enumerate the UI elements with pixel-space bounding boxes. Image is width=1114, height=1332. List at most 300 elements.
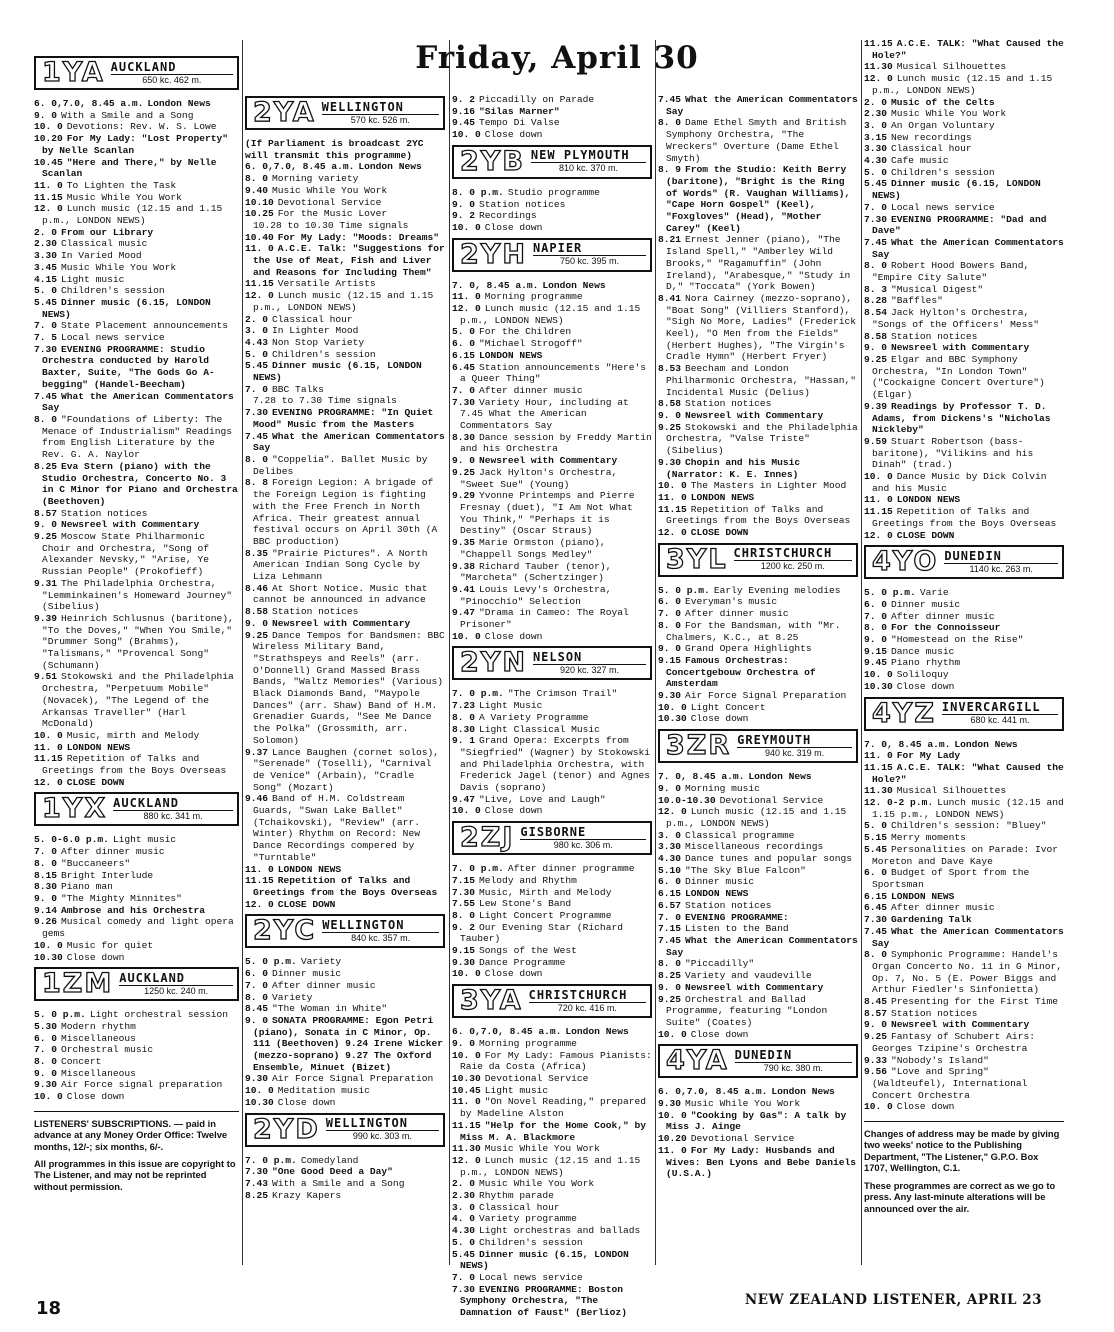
programme-entry (658, 841, 858, 853)
entry-text: For My Lady: Husbands and Wives: Ben Lyons and Bebe Daniels (U.S.A.) (666, 1144, 856, 1180)
entry-text: Lew Stone's Band (479, 898, 572, 910)
programme-entry (658, 655, 858, 690)
station-info (119, 972, 237, 997)
station-info (322, 101, 443, 126)
entry-time: 8.57 (34, 507, 58, 519)
entry-time: 9.15 (452, 945, 476, 957)
entry-time: 7. 0 p.m. (245, 1154, 297, 1166)
entry-text: Heinrich Schlusnus (baritone), "To the Doves," "When You Smile," "Drummer Song" (Brahms), "Talismans," "Provencal Song" (Schumann) (42, 612, 234, 671)
programme-entry (34, 1009, 239, 1021)
entry-text: Grand Opera Highlights (685, 643, 812, 655)
programme-entry (658, 293, 858, 363)
programme-entry (245, 161, 445, 173)
entry-text: Dance music (891, 645, 955, 657)
entry-time: 8.28 (864, 295, 888, 307)
entry-time: 7. 0 (864, 201, 888, 213)
entry-time: 8.58 (658, 398, 682, 410)
programme-entry (864, 844, 1064, 867)
entry-time: 7.45 (658, 935, 682, 946)
entry-time: 7.30 (452, 1283, 476, 1295)
entry-text: Musical Silhouettes (896, 785, 1007, 797)
entry-time: 8.54 (864, 307, 888, 319)
entry-text: Modern rhythm (61, 1020, 136, 1032)
entry-time: 10. 0 (34, 121, 63, 133)
programme-entry (864, 762, 1064, 785)
programme-entry (452, 712, 652, 724)
entry-text: Children's session (479, 1236, 583, 1248)
entry-time: 8. 3 (864, 283, 888, 295)
entry-text: Classical hour (272, 313, 353, 325)
entry-time: 8. 0 (452, 711, 476, 723)
entry-time: 10.0-10.30 (658, 794, 716, 806)
entry-text: What the American Commentators Say (42, 390, 234, 414)
entry-time: 9.25 (245, 629, 269, 641)
entry-time: 9. 0 (864, 634, 888, 646)
programme-entry (864, 1008, 1064, 1020)
programme-entry (452, 490, 652, 537)
programme-entry (864, 681, 1064, 693)
station-call-sign: 1ZM (42, 968, 114, 1000)
entry-text: Devotional Service (719, 794, 824, 806)
station-frequency: 1140 kc. 263 m. (969, 563, 1033, 574)
programme-entry (452, 724, 652, 736)
entry-text: Beecham and London Philharmonic Orchestra, "Hassan," Incidental Music (Delius) (666, 363, 856, 398)
programme-entry (245, 477, 445, 547)
entry-time: 9. 0 (658, 409, 682, 421)
entry-time: 9. 0 (34, 1067, 58, 1079)
entry-time: 11. 0 (864, 750, 893, 762)
entry-text: Foreign Legion: A brigade of the Foreign Legion is fighting with the Free French in North Africa. Their greatest annual festival occurs on April 30th (A BBC production) (253, 477, 438, 547)
entry-text: Fantasy of Schubert Airs: Georges Tzipine's Orchestra (872, 1031, 1035, 1054)
programme-entry (658, 422, 858, 457)
entry-text: EVENING PROGRAMME: Boston Symphony Orchestra, "The Damnation of Faust" (Berlioz) (460, 1283, 627, 1319)
entry-time: 6. 0 (658, 596, 682, 608)
entry-time: 10. 0 (658, 701, 687, 713)
entry-time: 7.30 (452, 886, 476, 898)
entry-time: 7. 0 (34, 846, 58, 858)
entry-text: "The Crimson Trail" (507, 688, 618, 700)
entry-time: 6. 0 (864, 598, 888, 610)
entry-text: "Nobody's Island" (891, 1054, 989, 1066)
entry-time: 11.15 (658, 503, 687, 515)
entry-time: 8.30 (34, 881, 58, 893)
entry-text: LONDON NEWS (685, 888, 749, 900)
entry-text: Early Evening melodies (713, 584, 841, 596)
entry-text: Our Evening Star (Richard Tauber) (460, 921, 623, 945)
programme-entry (452, 338, 652, 350)
station-call-sign: 1YX (42, 793, 108, 825)
entry-text: Ernest Jenner (piano), "The Island Spell," "Amberley Wild Brooks," "Ragamuffin" (John Ireland), "Arabesque," "Study in D," "Toccata" (York Bowen) (666, 234, 851, 293)
station-city: WELLINGTON (326, 1117, 439, 1131)
programme-entry (245, 290, 445, 313)
entry-text: Close down (484, 129, 543, 141)
entry-text: To Lighten the Task (66, 179, 177, 191)
entry-text: "Baffles" (891, 295, 943, 307)
entry-text: Miscellaneous recordings (685, 841, 824, 853)
programme-entry (34, 1044, 239, 1056)
entry-time: 10. 0 (452, 968, 481, 980)
station-call-sign: 4YZ (872, 697, 936, 729)
entry-text: EVENING PROGRAMME: "In Quiet Mood" Music from the Masters (253, 407, 434, 430)
entry-time: 12. 0 (245, 898, 274, 910)
entry-time: 12. 0 (452, 303, 481, 315)
station-call-sign: 1YA (42, 57, 105, 88)
column-5 (864, 38, 1064, 1214)
entry-text: Variety programme (479, 1213, 577, 1225)
programme-entry (245, 360, 445, 383)
entry-text: Grand Opera: Excerpts from "Siegfried" (Wagner) by Stokowski and Philadelphia Orchestra, with Frederick Jagel (tenor) and Agnes Davis (soprano) (460, 735, 650, 794)
entry-text: Dance session by Freddy Martin and his Orchestra (460, 431, 652, 455)
programme-entry (864, 436, 1064, 471)
entry-time: 3. 0 (864, 119, 888, 131)
entry-time: 9.39 (864, 400, 888, 412)
entry-text: London News (748, 771, 812, 783)
station-header (658, 729, 858, 763)
entry-time: 10.45 (34, 156, 63, 168)
entry-time: 6. 0 (245, 968, 269, 980)
programme-entry (245, 1073, 445, 1085)
programme-entry (864, 307, 1064, 330)
entry-text: For the Bandsman, with "Mr. Chalmers, K.C., at 8.25 (666, 619, 841, 643)
entry-time: 5. 0-6.0 p.m. (34, 834, 109, 846)
entry-text: Dinner music (6.15, LONDON NEWS) (872, 178, 1041, 202)
station-call-sign: 4YO (872, 546, 939, 578)
entry-text: "Live, Love and Laugh" (479, 793, 606, 805)
programme-entry (864, 506, 1064, 529)
entry-text: LONDON NEWS (479, 349, 543, 361)
entry-time: 11. 0 (245, 863, 274, 875)
station-city: CHRISTCHURCH (529, 989, 646, 1003)
programme-entry (864, 669, 1064, 681)
entry-text: Ambrose and his Orchestra (61, 904, 205, 916)
programme-entry (864, 611, 1064, 623)
page-number: 18 (36, 1298, 62, 1319)
programme-entry (658, 982, 858, 994)
programme-entry (452, 561, 652, 584)
programme-entry (245, 1003, 445, 1015)
programme-entry (658, 1133, 858, 1145)
entry-text: Piccadilly on Parade (479, 94, 595, 105)
entry-time: 3. 0 (658, 829, 682, 841)
programme-entry (34, 250, 239, 262)
programme-entry (245, 407, 445, 430)
entry-time: 7.30 (452, 396, 476, 408)
programme-entry (34, 858, 239, 870)
entry-time: 2. 0 (245, 313, 269, 325)
entry-time: 8. 9 (658, 164, 682, 176)
programme-entry (658, 480, 858, 492)
entry-text: Music While You Work (66, 191, 182, 203)
programme-entry (658, 994, 858, 1029)
entry-text: Music While You Work (685, 1098, 801, 1110)
entry-time: 12. 0-2 p.m. (864, 797, 934, 809)
station-frequency: 840 kc. 357 m. (351, 932, 411, 943)
entry-text: Morning programme (484, 291, 583, 303)
entry-text: After dinner music (891, 610, 995, 622)
entry-text: Classical music (61, 238, 148, 250)
entry-time: 4.30 (452, 1225, 476, 1237)
entry-time: 10.20 (34, 133, 63, 145)
entry-text: Dame Ethel Smyth and British Symphony Orchestra, "The Wreckers" Overture (Dame Ethel Smyth) (666, 117, 847, 164)
entry-time: 9.38 (452, 560, 476, 572)
station-header (245, 1113, 445, 1147)
entry-time: 7.30 (245, 1166, 269, 1178)
entry-time: 5.45 (864, 843, 888, 855)
entry-text: London News (771, 1086, 835, 1098)
entry-text: "Coppelia". Ballet Music by Delibes (253, 453, 428, 477)
station-call-sign: 2YD (253, 1113, 320, 1145)
programme-entry (452, 945, 652, 957)
entry-time: 9. 0 (245, 1014, 269, 1026)
programme-entry (658, 888, 858, 900)
entry-time: 10.30 (658, 713, 687, 725)
station-city: AUCKLAND (111, 61, 233, 75)
section-rule (34, 1111, 239, 1112)
programme-entry (864, 61, 1064, 73)
entry-time: 12. 0 (245, 290, 274, 302)
programme-entry (245, 956, 445, 968)
entry-text: Cafe music (891, 155, 949, 167)
station-info (735, 1049, 856, 1074)
entry-time: 9.45 (864, 657, 888, 669)
programme-entry (658, 830, 858, 842)
entry-time: 12. 0 (34, 203, 63, 215)
page-title: Friday, April 30 (415, 40, 699, 76)
programme-entry (245, 793, 445, 863)
entry-time: 9.45 (452, 117, 476, 129)
time-signal-note: 7.28 to 7.30 Time signals (253, 395, 397, 407)
entry-text: LONDON NEWS (690, 491, 755, 503)
entry-time: 9.47 (452, 793, 476, 805)
programme-entry (34, 203, 239, 226)
programme-entry (245, 349, 445, 361)
entry-text: Repetition of Talks and Greetings from the Boys Overseas (253, 875, 438, 898)
entry-text: Music While You Work (479, 1178, 595, 1190)
entry-time: 12. 0 (864, 73, 893, 85)
entry-time: 4. 0 (452, 1213, 476, 1225)
entry-time: 7.43 (245, 1177, 269, 1189)
entry-text: Music While You Work (272, 184, 388, 196)
entry-text: LONDON NEWS (66, 741, 131, 753)
entry-text: Dinner music (6.15, LONDON NEWS) (42, 296, 211, 320)
entry-time: 2. 0 (452, 1178, 476, 1190)
entry-time: 9.33 (864, 1054, 888, 1066)
entry-text: Close down (484, 805, 543, 817)
programme-entry (864, 1101, 1064, 1113)
programme-entry (34, 344, 239, 391)
station-header (658, 543, 858, 577)
entry-time: 7.30 (864, 213, 888, 225)
entry-time: 7.45 (864, 925, 888, 937)
entry-time: 11.15 (34, 191, 63, 203)
station-header (452, 984, 652, 1018)
programme-entry (245, 968, 445, 980)
programme-entry (864, 646, 1064, 658)
entry-text: Krazy Kapers (272, 1189, 342, 1201)
programme-entry (658, 457, 858, 480)
entry-time: 7. 0 (658, 911, 682, 923)
entry-text: A.C.E. TALK: "What Caused the Hole?" (872, 38, 1064, 61)
entry-text: Music for quiet (66, 939, 154, 951)
entry-time: 8.15 (34, 869, 58, 881)
entry-text: Dance tunes and popular songs (685, 853, 852, 865)
programme-entry (452, 700, 652, 712)
entry-time: 10. 0 (452, 805, 481, 817)
station-call-sign: 2ZJ (460, 822, 515, 854)
entry-text: Soliloquy (896, 669, 949, 681)
entry-text: Robert Hood Bowers Band, "Empire City Salute" (872, 260, 1030, 284)
entry-text: Miscellaneous (61, 1067, 136, 1079)
programme-entry (658, 935, 858, 958)
entry-time: 6.15 (452, 349, 476, 361)
programme-entry (658, 783, 858, 795)
programme-entry (245, 1097, 445, 1109)
entry-time: 3. 0 (245, 325, 269, 337)
entry-text: Stokowski and the Philadelphia Orchestra, "Valse Triste" (Sibelius) (666, 421, 858, 457)
programme-entry (452, 432, 652, 455)
entry-text: Dance Programme (479, 956, 566, 968)
entry-text: SONATA PROGRAMME: Egon Petri (piano), Sonata in C Minor, Op. 111 (Beethoven) 9.24 Irene Wicker (mezzo-soprano) 9.27 The Oxford Ensemble, Minuet (Bizet) (253, 1014, 443, 1073)
programme-entry (452, 467, 652, 490)
entry-text: From our Library (61, 226, 154, 238)
programme-entry (658, 527, 858, 539)
station-city: GISBORNE (520, 826, 646, 840)
station-city: CHRISTCHURCH (734, 547, 852, 561)
entry-text: Repetition of Talks and Greetings from the Boys Overseas (872, 506, 1057, 529)
entry-text: Close down (277, 1096, 336, 1108)
entry-text: "Help for the Home Cook," by Miss M. A. Blackmore (460, 1119, 646, 1143)
entry-text: Songs of the West (479, 945, 577, 957)
station-city: DUNEDIN (944, 550, 1058, 564)
entry-text: Newsreel with Commentary (685, 981, 824, 993)
station-frequency: 810 kc. 370 m. (558, 163, 618, 174)
programme-entry (864, 1066, 1064, 1101)
programme-entry (658, 585, 858, 597)
programme-entry (452, 863, 652, 875)
entry-text: CLOSE DOWN (896, 529, 955, 541)
programme-entry (245, 630, 445, 747)
entry-text: Varie (919, 587, 949, 599)
entry-text: Station notices (479, 198, 566, 210)
programme-entry (452, 187, 652, 199)
entry-time: 7. 0, 8.45 a.m. (864, 738, 951, 750)
entry-time: 8.58 (245, 606, 269, 618)
programme-entry (864, 97, 1064, 109)
entry-text: Concert (61, 1056, 102, 1068)
programme-entry (34, 753, 239, 776)
programme-entry (864, 634, 1064, 646)
programme-entry (864, 494, 1064, 506)
notice-text: Changes of address may be made by giving two weeks' notice to the Publishing Department, "The Listener," G.P.O. Box 1707, Wellington, C.1. (864, 1128, 1060, 1174)
programme-entry (34, 742, 239, 754)
programme-entry (245, 1190, 445, 1202)
notice-text: All programmes in this issue are copyright to The Listener, and may not be reprinted without permission. (34, 1158, 236, 1192)
entry-time: 7. 0 (864, 610, 888, 622)
entry-time: 10.30 (452, 1073, 481, 1084)
entry-text: Morning music (685, 782, 760, 794)
programme-entry (34, 121, 239, 133)
entry-text: Repetition of Talks and Greetings from the Boys Overseas (666, 503, 851, 527)
entry-text: Light music (112, 834, 177, 846)
programme-entry (864, 996, 1064, 1008)
entry-text: Close down (896, 1101, 955, 1113)
programme-entry (34, 180, 239, 192)
entry-time: 8. 0 (245, 991, 269, 1003)
entry-time: 10. 0 (452, 221, 481, 233)
entry-time: 7. 0 (245, 979, 269, 991)
programme-entry (658, 410, 858, 422)
entry-text: Light Concert Programme (479, 909, 612, 921)
entry-time: 11.30 (864, 61, 893, 73)
entry-time: 7.15 (658, 923, 682, 935)
programme-entry (658, 900, 858, 912)
entry-text: Lunch music (12.15 and 1.15 p.m., LONDON NEWS) (460, 303, 641, 326)
programme-entry (658, 912, 858, 924)
entry-time: 4.15 (34, 273, 58, 285)
entry-time: 7.45 (34, 390, 58, 402)
entry-text: Devotions: Rev. W. S. Lowe (66, 121, 217, 133)
programme-entry (658, 690, 858, 702)
entry-text: Famous Orchestras: Concertgebouw Orchestra of Amsterdam (666, 654, 816, 690)
entry-time: 5. 0 p.m. (34, 1009, 86, 1021)
programme-entry (245, 1166, 445, 1178)
programme-entry (658, 234, 858, 293)
entry-text: Musical comedy and light opera gems (42, 916, 234, 940)
programme-entry (452, 1225, 652, 1237)
programme-entry (658, 398, 858, 410)
entry-time: 6.45 (864, 902, 888, 914)
programme-entry (864, 1055, 1064, 1067)
entry-time: 10. 0 (245, 1085, 274, 1097)
programme-entry (245, 747, 445, 794)
entry-time: 7.23 (452, 700, 476, 712)
station-header (452, 821, 652, 855)
entry-time: 11.15 (864, 506, 893, 518)
entry-time: 7.30 (864, 914, 888, 926)
programme-entry (658, 702, 858, 714)
entry-time: 10. 0 (452, 129, 481, 141)
entry-text: State Placement announcements (61, 320, 228, 332)
entry-time: 10.10 (245, 196, 274, 208)
entry-text: EVENING PROGRAMME: Studio Orchestra conducted by Harold Baxter, Suite, "The Gods Go A-begging" (Handel-Beecham) (42, 343, 215, 390)
entry-time: 8. 0 (34, 413, 58, 425)
entry-time: 6. 0,7.0, 8.45 a.m. (452, 1026, 562, 1038)
programme-entry (864, 599, 1064, 611)
entry-text: Newsreel with Commentary (891, 342, 1030, 354)
programme-entry (864, 73, 1064, 96)
entry-text: Lunch music (12.15 and 1.15 p.m., LONDON NEWS) (872, 73, 1053, 96)
entry-time: 8. 0 (452, 909, 476, 921)
entry-text: Classical hour (891, 143, 972, 155)
station-call-sign: 3ZR (666, 730, 732, 762)
entry-text: "Michael Strogoff" (479, 338, 583, 350)
programme-entry (245, 899, 445, 911)
programme-entry (864, 167, 1064, 179)
station-info (326, 1117, 443, 1142)
entry-text: Light Music (479, 700, 543, 712)
programme-entry (452, 455, 652, 467)
entry-time: 12. 0 (452, 1154, 481, 1166)
programme-entry (34, 940, 239, 952)
entry-text: Light Classical Music (479, 723, 600, 735)
entry-time: 12. 0 (658, 806, 687, 818)
time-signal-note: 10.28 to 10.30 Time signals (253, 219, 409, 231)
entry-time: 9.25 (864, 1031, 888, 1043)
entry-text: Station notices (891, 1007, 978, 1019)
programme-entry (452, 735, 652, 794)
programme-entry (864, 739, 1064, 751)
entry-text: Newsreel with Commentary (891, 1019, 1030, 1031)
